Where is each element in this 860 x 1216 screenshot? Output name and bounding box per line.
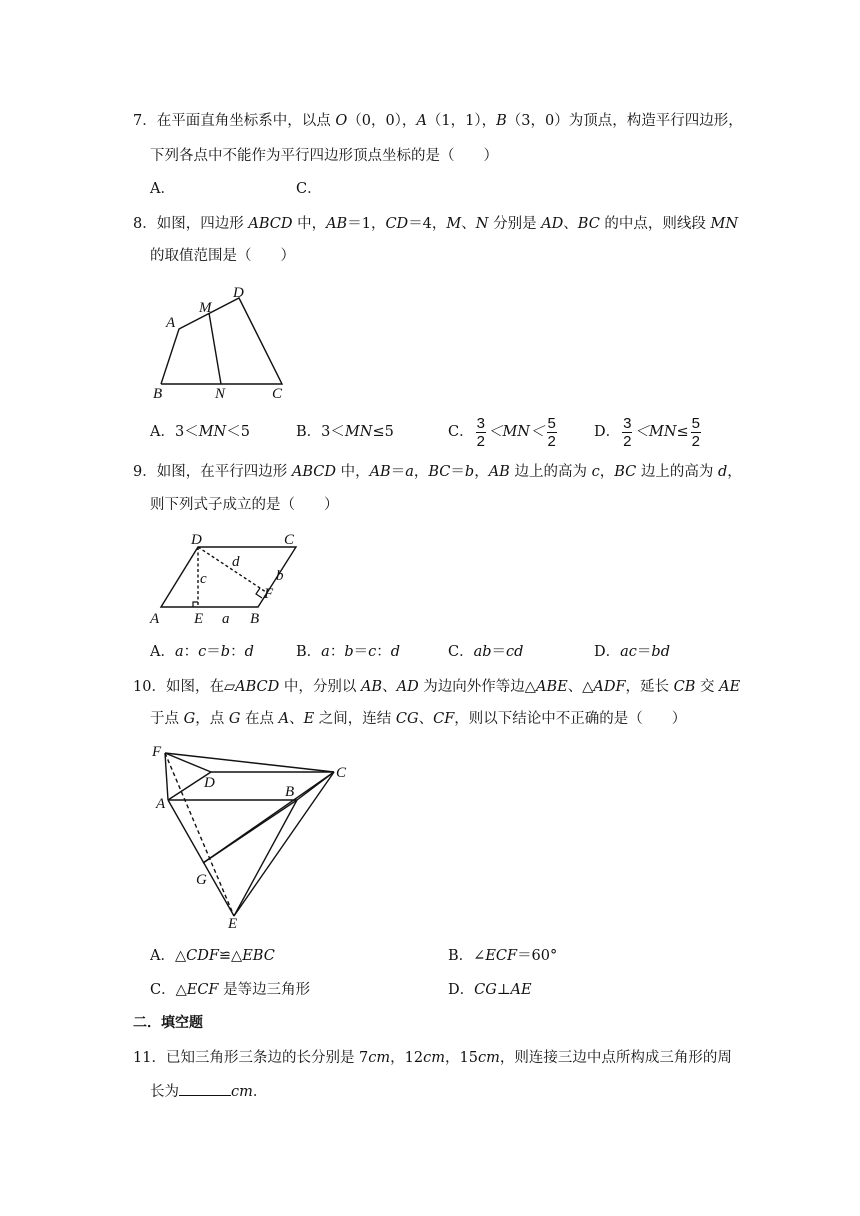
q8-label-a: A xyxy=(166,315,176,331)
q10-label-a: A xyxy=(156,796,166,812)
q8-option-d: D． $\frac{3}{2}$ ＜MN≤ $\frac{5}{2}$ xyxy=(594,414,701,450)
q11-line2: 长为 cm． xyxy=(150,1081,267,1102)
q10-line2: 于点 G，点 G 在点 A、E 之间，连结 CG、CF，则以下结论中不正确的是（ ） xyxy=(150,711,687,727)
q8-label-c: C xyxy=(272,386,283,402)
q10-label-g: G xyxy=(196,872,207,888)
q9-line2: 则下列式子成立的是（ ） xyxy=(150,497,339,513)
q10-option-b: B．∠ECF＝60° xyxy=(448,948,558,964)
q8-label-d: D xyxy=(233,285,244,301)
q9-label-d: D xyxy=(191,532,202,548)
q9-label-f: F xyxy=(264,586,274,602)
q8-option-b: B．3＜MN≤5 xyxy=(296,424,394,440)
q9-label-a-side: a xyxy=(222,611,230,627)
q8-line2: 的取值范围是（ ） xyxy=(150,248,295,264)
q8-label-n: N xyxy=(215,386,226,402)
q9-option-b: B．a：b＝c：d xyxy=(296,644,401,660)
q10-label-e: E xyxy=(228,916,238,932)
q9-option-c: C．ab＝cd xyxy=(448,644,524,660)
q10-option-a: A．△CDF≌△EBC xyxy=(150,948,275,964)
q9-option-a: A．a：c＝b：d xyxy=(150,644,254,660)
q9-figure xyxy=(146,528,306,628)
q10-label-b: B xyxy=(285,784,295,800)
q8-label-b: B xyxy=(153,386,163,402)
q10-option-c: C．△ECF 是等边三角形 xyxy=(150,982,311,998)
q10-label-d: D xyxy=(204,775,215,791)
q10-label-f: F xyxy=(152,744,162,760)
q9-label-c: C xyxy=(284,532,295,548)
q9-option-d: D．ac＝bd xyxy=(594,644,670,660)
fraction: $\frac{5}{2}$ xyxy=(691,414,701,450)
q7-line1: 7．在平面直角坐标系中，以点 O（0，0），A（1，1），B（3，0）为顶点，构造平行四边形， xyxy=(133,113,743,129)
q8-option-a: A．3＜MN＜5 xyxy=(150,424,250,440)
q8-option-c: C． $\frac{3}{2}$ ＜MN＜ $\frac{5}{2}$ xyxy=(448,414,556,450)
q8-figure xyxy=(148,278,288,402)
q10-line1: 10．如图，在▱ABCD 中，分别以 AB、AD 为边向外作等边△ABE、△ADF，延长 CB 交 AE xyxy=(133,679,741,695)
q9-label-c-height: c xyxy=(200,571,207,587)
q9-label-d-height: d xyxy=(232,554,240,570)
q9-label-a: A xyxy=(150,611,160,627)
q7-option-a: A． xyxy=(150,181,175,197)
q9-line1: 9．如图，在平行四边形 ABCD 中，AB＝a，BC＝b，AB 边上的高为 c，BC 边上的高为 d， xyxy=(133,464,742,480)
q9-label-b-side: b xyxy=(276,568,284,584)
q10-figure xyxy=(148,742,358,932)
q9-label-e: E xyxy=(194,611,204,627)
fraction: $\frac{5}{2}$ xyxy=(547,414,556,450)
q8-line1: 8．如图，四边形 ABCD 中，AB＝1，CD＝4，M、N 分别是 AD、BC 的中点，则线段 MN xyxy=(133,216,739,232)
q9-label-b: B xyxy=(250,611,260,627)
q8-label-m: M xyxy=(199,300,212,316)
q7-option-c: C． xyxy=(296,181,322,197)
q10-label-c: C xyxy=(336,765,347,781)
q7-line2: 下列各点中不能作为平行四边形顶点坐标的是（ ） xyxy=(150,148,498,164)
fraction: $\frac{3}{2}$ xyxy=(623,414,632,450)
q11-line1: 11．已知三角形三条边的长分别是 7cm，12cm，15cm，则连接三边中点所构成三角形的周 xyxy=(133,1050,732,1066)
section-heading: 二．填空题 xyxy=(133,1015,203,1031)
answer-blank[interactable] xyxy=(179,1081,231,1096)
fraction: $\frac{3}{2}$ xyxy=(476,414,485,450)
q10-option-d: D．CG⊥AE xyxy=(448,982,532,998)
